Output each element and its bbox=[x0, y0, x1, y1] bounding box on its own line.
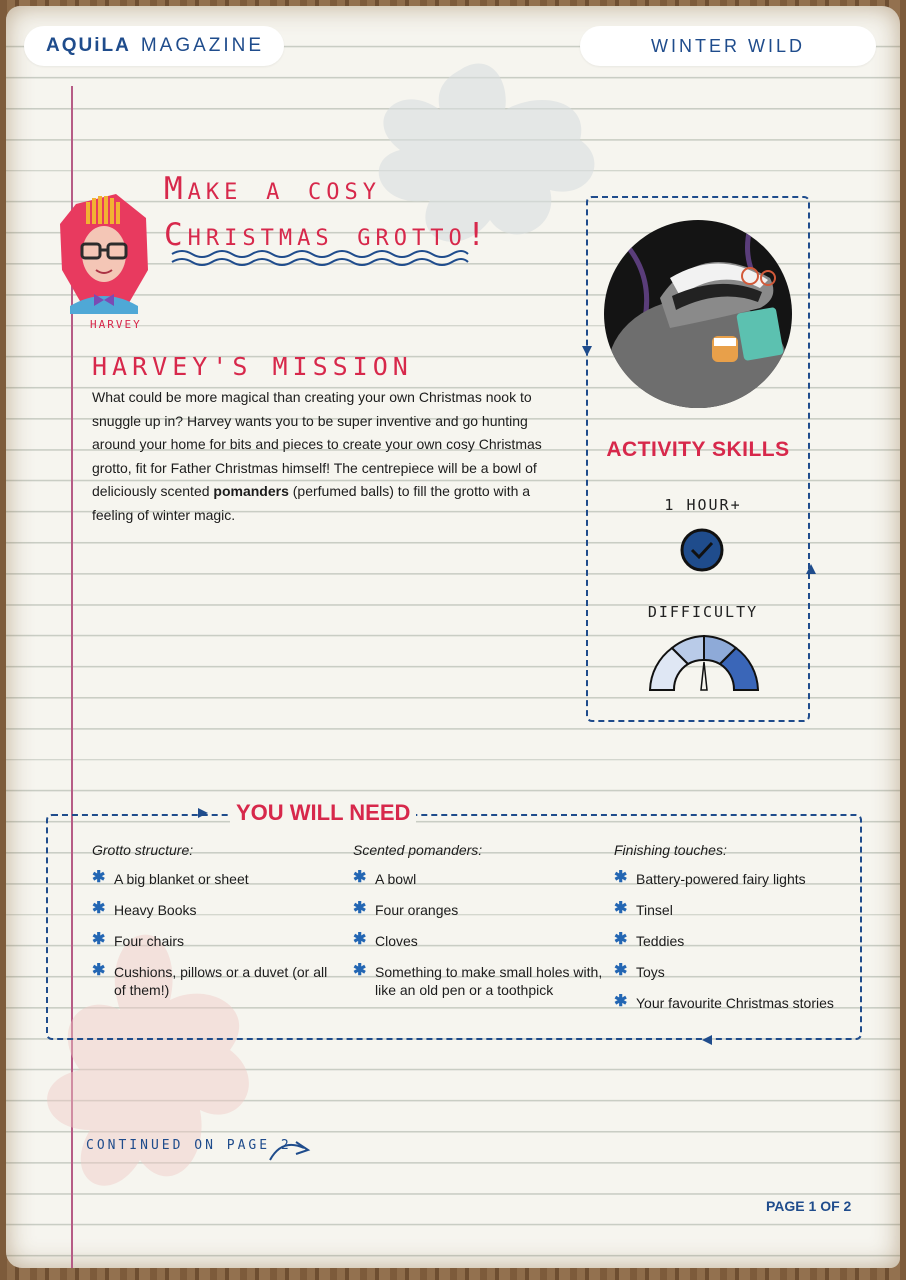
asterisk-icon: ✱ bbox=[92, 962, 106, 979]
brand-subtitle: MAGAZINE bbox=[140, 35, 265, 56]
column-heading: Grotto structure: bbox=[92, 842, 194, 858]
needs-column-grotto bbox=[92, 842, 332, 1012]
brand-name: AQUiLA bbox=[46, 35, 131, 56]
asterisk-icon: ✱ bbox=[92, 869, 106, 886]
list-item: ✱ Teddies bbox=[614, 931, 685, 949]
you-will-need-heading: YOU WILL NEED bbox=[230, 800, 416, 826]
arrowhead-icon bbox=[580, 344, 594, 358]
title-line-2: Christmas grotto! bbox=[164, 217, 491, 253]
mission-text-start: What could be more magical than creating your own Christmas nook to snuggle up in? Harvey wants you to be super inventive and go hunting around your home for bits and pieces to create your own cosy Christmas grotto, fit for Father Christmas himself! The centrepiece will be a bowl of deliciously scented bbox=[92, 389, 542, 499]
title-line-1: Make a cosy bbox=[164, 171, 381, 207]
column-heading: Scented pomanders: bbox=[353, 842, 483, 858]
list-item: ✱ A big blanket or sheet bbox=[92, 869, 249, 887]
section-badge bbox=[580, 26, 876, 66]
asterisk-icon: ✱ bbox=[614, 869, 628, 886]
list-item: ✱ Battery-powered fairy lights bbox=[614, 869, 806, 887]
asterisk-icon: ✱ bbox=[614, 962, 628, 979]
page-number: PAGE 1 OF 2 bbox=[766, 1198, 852, 1214]
time-label: 1 HOUR+ bbox=[664, 496, 742, 514]
list-item: ✱ Heavy Books bbox=[92, 900, 197, 918]
clock-icon bbox=[678, 526, 726, 574]
arrowhead-icon bbox=[700, 1033, 714, 1047]
activity-skills-heading: ACTIVITY SKILLS bbox=[606, 438, 790, 461]
asterisk-icon: ✱ bbox=[92, 931, 106, 948]
needs-column-finishing bbox=[614, 842, 854, 1025]
needs-column-pomanders bbox=[353, 842, 603, 1012]
mission-text-end: (perfumed balls) to fill the grotto with a feeling of winter magic. bbox=[92, 483, 531, 523]
asterisk-icon: ✱ bbox=[353, 900, 367, 917]
asterisk-icon: ✱ bbox=[614, 931, 628, 948]
list-item: ✱ Cushions, pillows or a duvet (or all of them!) bbox=[92, 962, 328, 998]
section-name: WINTER WILD bbox=[651, 35, 805, 56]
page-title bbox=[164, 166, 490, 258]
continued-link[interactable]: CONTINUED ON PAGE 2 bbox=[86, 1138, 292, 1153]
asterisk-icon: ✱ bbox=[353, 962, 367, 979]
difficulty-label: DIFFICULTY bbox=[647, 603, 759, 621]
asterisk-icon: ✱ bbox=[353, 931, 367, 948]
avatar-name: HARVEY bbox=[90, 318, 142, 331]
badger-illustration bbox=[600, 218, 796, 410]
curved-arrow-icon[interactable] bbox=[268, 1134, 314, 1164]
difficulty-gauge-icon bbox=[644, 630, 764, 696]
list-item: ✱ Cloves bbox=[353, 931, 418, 949]
list-item: ✱ A bowl bbox=[353, 869, 417, 887]
asterisk-icon: ✱ bbox=[614, 993, 628, 1010]
mission-heading: HARVEY'S MISSION bbox=[92, 352, 413, 381]
list-item: ✱ Toys bbox=[614, 962, 665, 980]
harvey-avatar bbox=[56, 190, 152, 330]
arrowhead-icon bbox=[804, 562, 818, 576]
list-item: ✱ Tinsel bbox=[614, 900, 673, 918]
asterisk-icon: ✱ bbox=[92, 900, 106, 917]
magazine-badge bbox=[24, 26, 284, 66]
title-underline-squiggle bbox=[170, 246, 470, 270]
list-item: ✱ Four oranges bbox=[353, 900, 459, 918]
mission-text-bold: pomanders bbox=[213, 483, 289, 499]
asterisk-icon: ✱ bbox=[353, 869, 367, 886]
mission-text bbox=[92, 386, 550, 527]
list-item: ✱ Your favourite Christmas stories bbox=[614, 993, 834, 1011]
column-heading: Finishing touches: bbox=[614, 842, 727, 858]
list-item: ✱ Four chairs bbox=[92, 931, 185, 949]
arrowhead-icon bbox=[196, 806, 210, 820]
list-item: ✱ Something to make small holes with, like an old pen or a toothpick bbox=[353, 962, 603, 998]
asterisk-icon: ✱ bbox=[614, 900, 628, 917]
